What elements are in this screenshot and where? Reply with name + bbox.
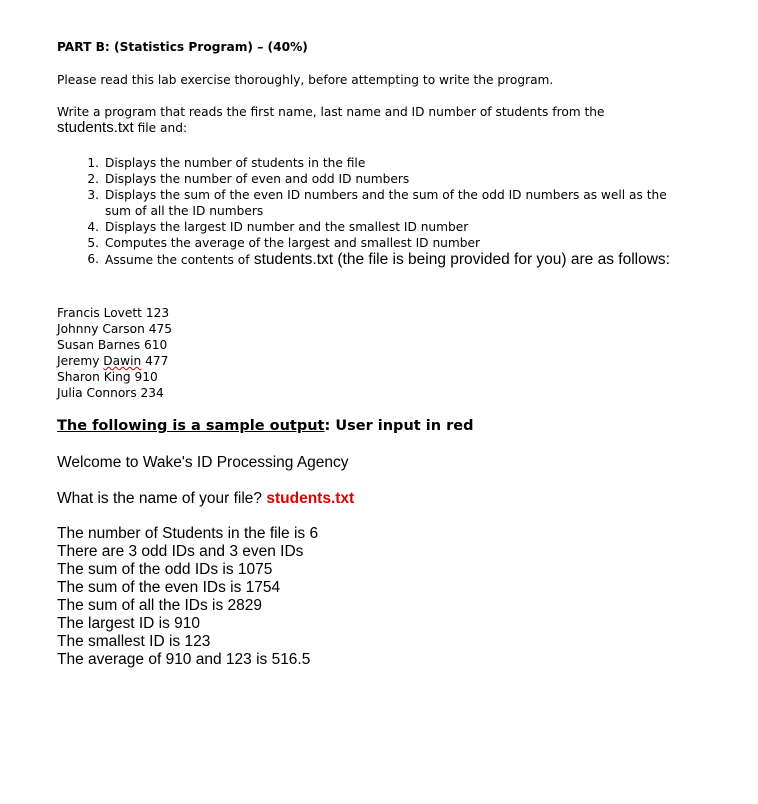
result-line: The sum of the odd IDs is 1075 [57,561,273,578]
result-line: The average of 910 and 123 is 516.5 [57,651,311,668]
result-line: The sum of the even IDs is 1754 [57,579,281,596]
task-file-name: students.txt [57,119,134,136]
result-line: There are 3 odd IDs and 3 even IDs [57,543,304,560]
task-text-end: file and: [133,121,188,135]
task-text: Write a program that reads the first name, last name and ID number of students from the [57,105,605,119]
sample-output-heading: The following is a sample output: User input in red [57,418,474,434]
task-paragraph [57,104,697,136]
student-record: Sharon King 910 [57,370,158,384]
student-record: Francis Lovett 123 [57,306,170,320]
student-record: Julia Connors 234 [57,386,164,400]
file-name-prompt: What is the name of your file? students.txt [57,490,355,507]
sample-results [57,525,318,669]
intro-paragraph: Please read this lab exercise thoroughly, before attempting to write the program. [57,73,554,87]
list-item: 6. Assume the contents of students.txt (the file is being provided for you) are as follows: [87,251,670,268]
student-record: Jeremy Dawin 477 [57,354,169,368]
list-item: 1. Displays the number of students in the file [87,156,366,170]
welcome-line: Welcome to Wake's ID Processing Agency [57,454,349,471]
list-item: 3. Displays the sum of the even ID numbers and the sum of the odd ID numbers as well as the sum of all the ID numbers [87,188,667,218]
students-file-contents [57,305,172,401]
requirements-list [79,155,679,269]
result-line: The number of Students in the file is 6 [57,525,319,542]
student-record: Johnny Carson 475 [57,322,172,336]
result-line: The smallest ID is 123 [57,633,211,650]
list-item: 4. Displays the largest ID number and the smallest ID number [87,220,469,234]
result-line: The sum of all the IDs is 2829 [57,597,263,614]
misspelled-word: Dawin [103,354,142,368]
list-item: 5. Computes the average of the largest and smallest ID number [87,236,481,250]
student-record: Susan Barnes 610 [57,338,168,352]
user-input-file-name: students.txt [266,490,355,507]
part-title: PART B: (Statistics Program) – (40%) [57,40,308,54]
result-line: The largest ID is 910 [57,615,201,632]
list-item: 2. Displays the number of even and odd ID numbers [87,172,410,186]
